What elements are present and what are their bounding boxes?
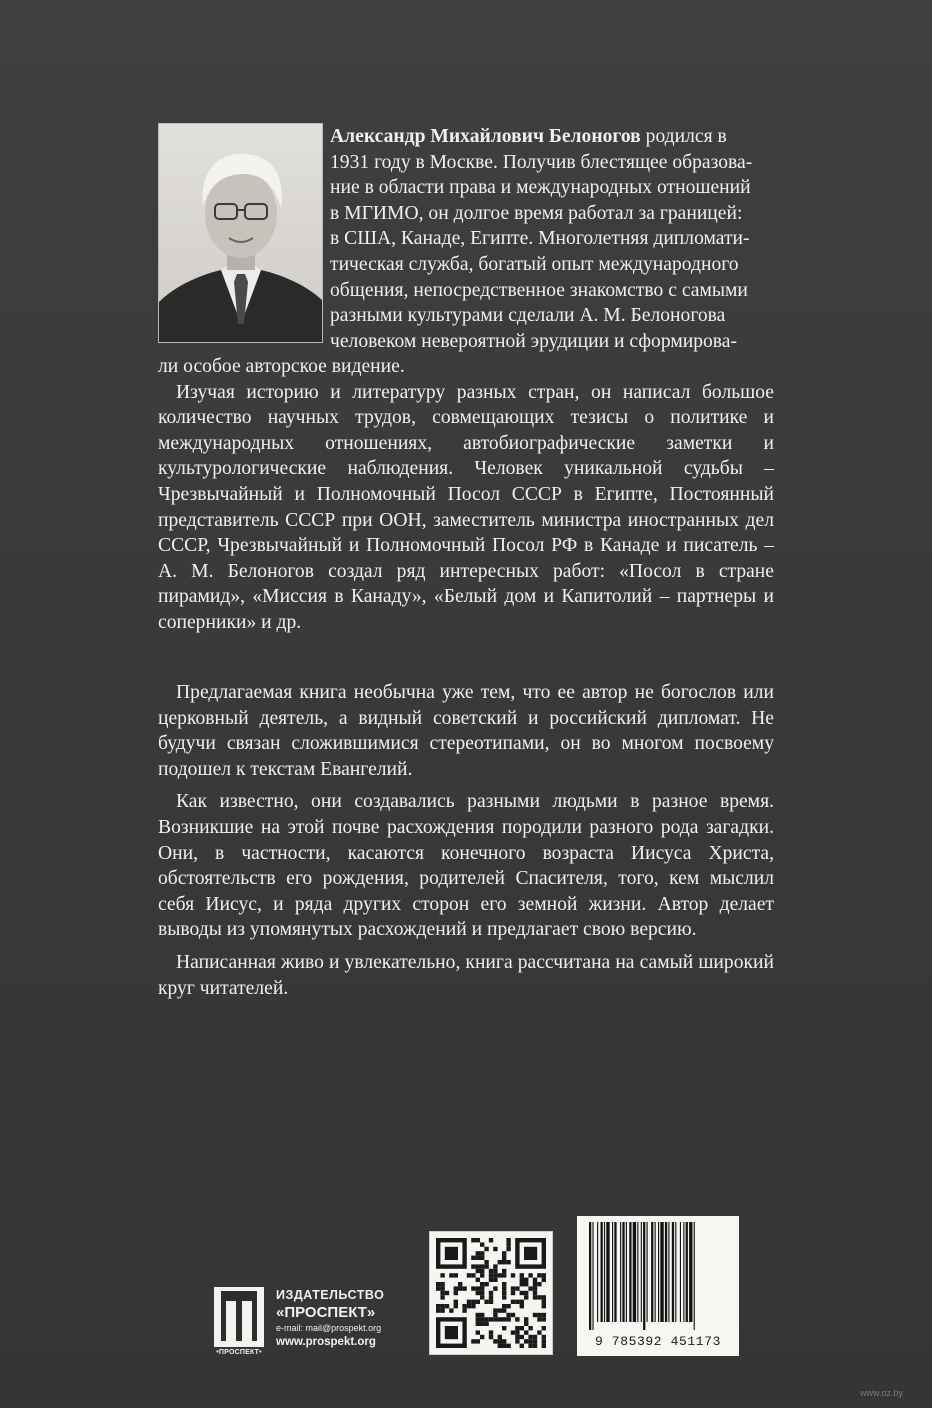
- annotation-paragraph: Как известно, они создавались разными людьми в разное время. Возникшие на этой почве расхождения породили разного рода загадки. Они, в частности, касаются конечного возраста Иисуса Христа, обстоятельств его рождения, родителей Спасителя, того, кем мыслил себя Иисус, и ряда других сторон его земной жизни. Автор делает выводы из упомянутых расхождений и предлагает свою версию.: [158, 791, 774, 941]
- bio-line: в МГИМО, он долгое время работал за границей:: [330, 202, 743, 224]
- isbn-barcode: [577, 1216, 739, 1356]
- bio-lead: [330, 124, 774, 354]
- author-photo: [158, 123, 323, 343]
- watermark: www.oz.by: [860, 1388, 904, 1398]
- annotation-paragraph: Предлагаемая книга необычна уже тем, что ее автор не богослов или церковный деятель, а видный советский и российский дипломат. Не будучи связан сложившимися стереотипами, он во многом посвоему подошел к текстам Евангелий.: [158, 682, 774, 780]
- bio-line: ние в области права и международных отношений: [330, 177, 751, 199]
- annotation-paragraph: Написанная живо и увлекательно, книга рассчитана на самый широкий круг читателей.: [158, 951, 774, 999]
- author-name: Александр Михайлович Белоногов: [330, 126, 641, 147]
- bio-line: 1931 году в Москве. Получив блестящее образова-: [330, 151, 753, 173]
- bio-line: человеком невероятной эрудиции и сформирова-: [330, 330, 738, 352]
- bio-line: общения, непосредственное знакомство с самыми: [330, 279, 748, 301]
- publisher-email: e-mail: mail@prospekt.org: [276, 1323, 382, 1333]
- bio-line: тическая служба, богатый опыт международного: [330, 253, 739, 275]
- publisher-name: «ПРОСПЕКТ»: [276, 1304, 376, 1321]
- publisher-label: ИЗДАТЕЛЬСТВО: [276, 1288, 385, 1302]
- bio-line: родился в: [645, 126, 727, 147]
- book-annotation: [158, 680, 774, 1008]
- isbn-digits: 9 785392 451173: [594, 1334, 722, 1349]
- qr-code: [429, 1231, 553, 1355]
- bio-line: в США, Канаде, Египте. Многолетняя дипломати-: [330, 228, 750, 250]
- publisher-logo: [214, 1287, 264, 1347]
- bio-paragraph: Изучая историю и литературу разных стран, он написал большое количество научных трудов, совмещающих тезисы о политике и международных отношениях, автобиографические заметки и культурологические наблюдения. Человек уникальной судьбы – Чрезвычайный и Полномочный Посол СССР в Египте, Постоянный представитель СССР при ООН, заместитель министра иностранных дел СССР, Чрезвычайный и Полномочный Посол РФ в Канаде и писатель – А. М. Белоногов создал ряд интересных работ: «Посол в стране пирамид», «Миссия в Канаду», «Белый дом и Капитолий – партнеры и соперники» и др.: [158, 381, 774, 633]
- bio-continued: [158, 354, 774, 636]
- bio-line: ли особое авторское видение.: [158, 356, 405, 377]
- publisher-website: www.prospekt.org: [276, 1336, 376, 1348]
- publisher-info: [276, 1287, 384, 1349]
- logo-caption: •ПРОСПЕКТ•: [216, 1349, 262, 1356]
- bio-line: разными культурами сделали А. М. Белоногова: [330, 305, 726, 327]
